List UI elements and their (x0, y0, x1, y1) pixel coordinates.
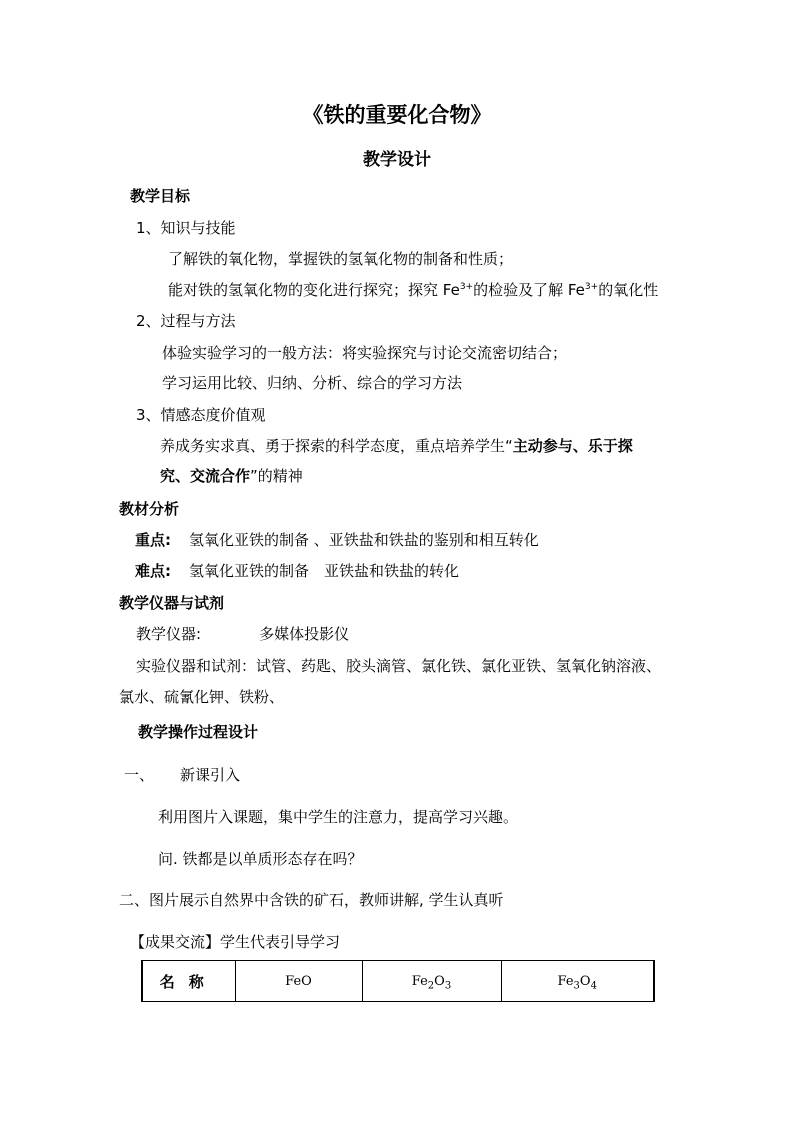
charge-superscript: 3+ (584, 282, 599, 292)
difficult-label: 难点: (135, 562, 171, 580)
process-method-heading: 2、过程与方法 (136, 312, 236, 330)
key-point: 重点: 氢氧化亚铁的制备 、亚铁盐和铁盐的鉴别和相互转化 (135, 531, 539, 549)
table-cell-fe2o3: $Fe_2O_3$ (362, 961, 501, 1002)
analysis-heading: 教材分析 (119, 500, 180, 518)
reagents-line-1: 实验仪器和试剂：试管、药匙、胶头滴管、氯化铁、氯化亚铁、氢氧化钠溶液、 (136, 657, 662, 675)
page-subtitle: 教学设计 (363, 150, 431, 170)
table-row (142, 961, 654, 1002)
section-1-line-1: 利用图片入课题，集中学生的注意力，提高学习兴趣。 (158, 808, 519, 826)
knowledge-heading: 1、知识与技能 (136, 219, 236, 237)
key-label: 重点: (135, 531, 171, 549)
charge-superscript: 3+ (459, 282, 474, 292)
table-cell-fe3o4: $Fe_3O_4$ (501, 961, 654, 1002)
section-1-title: 一、 新课引入 (124, 766, 241, 784)
table-header-name: 名称 (142, 961, 235, 1002)
attitude-heading: 3、情感态度价值观 (136, 406, 266, 424)
reagents-line-2: 氯水、硫氰化钾、铁粉、 (119, 688, 285, 706)
page-title: 《铁的重要化合物》 (302, 103, 492, 127)
attitude-line-2: 究、交流合作”的精神 (160, 467, 303, 485)
process-method-line-1: 体验实验学习的一般方法：将实验探究与讨论交流密切结合； (162, 344, 568, 362)
instrument-line: 教学仪器: 多媒体投影仪 (136, 625, 350, 643)
knowledge-line-1: 了解铁的氧化物，掌握铁的氢氧化物的制备和性质； (168, 250, 514, 268)
knowledge-line-2: 能对铁的氢氧化物的变化进行探究；探究 $Fe^{3+}$的检验及了解 $Fe^{3+}$的氧化性 (168, 281, 659, 299)
attitude-line-1: 养成务实求真、勇于探索的科学态度，重点培养学生“主动参与、乐于探 (160, 437, 633, 455)
section-1-line-2: 问. 铁都是以单质形态存在吗？ (158, 850, 363, 868)
difficult-point: 难点: 氢氧化亚铁的制备 亚铁盐和铁盐的转化 (135, 562, 460, 580)
process-heading: 教学操作过程设计 (138, 723, 259, 741)
objectives-heading: 教学目标 (130, 187, 191, 205)
section-2-line: 二、图片展示自然界中含铁的矿石，教师讲解, 学生认真听 (119, 891, 504, 909)
process-method-line-2: 学习运用比较、归纳、分析、综合的学习方法 (162, 374, 463, 392)
table-cell-feo: FeO (235, 961, 362, 1002)
equipment-heading: 教学仪器与试剂 (119, 594, 225, 612)
iron-oxides-table (141, 960, 655, 1002)
exchange-line: 【成果交流】学生代表引导学习 (130, 933, 341, 951)
